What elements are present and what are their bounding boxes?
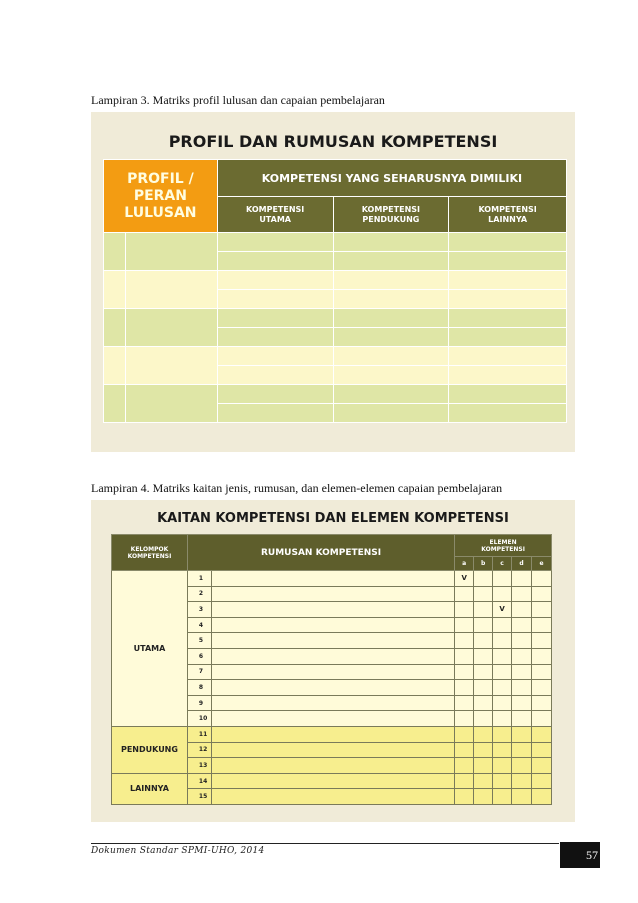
row-number: 10 — [187, 711, 211, 727]
table-cell — [333, 290, 449, 309]
elemen-mark-cell — [455, 664, 474, 680]
elemen-mark-cell — [512, 571, 532, 587]
elemen-mark-cell — [493, 695, 512, 711]
elemen-mark-cell — [512, 742, 532, 758]
table-cell — [217, 271, 333, 290]
table-cell — [449, 347, 567, 366]
elemen-mark-cell — [531, 680, 551, 696]
table-cell — [449, 385, 567, 404]
sub1-line-1: KOMPETENSI — [246, 204, 305, 214]
caption-lampiran-3: Lampiran 3. Matriks profil lulusan dan capaian pembelajaran — [91, 93, 385, 107]
elemen-mark-cell — [512, 633, 532, 649]
kelompok-header — [112, 535, 188, 571]
row-number: 7 — [187, 664, 211, 680]
elemen-line-1: ELEMEN — [489, 538, 517, 546]
rumusan-cell — [211, 789, 454, 805]
table-cell — [125, 233, 217, 271]
elemen-mark-cell — [474, 711, 493, 727]
elemen-mark-cell — [512, 602, 532, 618]
elemen-mark-cell — [455, 617, 474, 633]
caption-lampiran-4: Lampiran 4. Matriks kaitan jenis, rumusan, dan elemen-elemen capaian pembelajaran — [91, 481, 503, 495]
row-number: 4 — [187, 617, 211, 633]
table-cell — [217, 290, 333, 309]
elemen-mark-cell — [531, 695, 551, 711]
table-cell — [449, 271, 567, 290]
elemen-mark-cell — [512, 664, 532, 680]
rumusan-cell — [211, 711, 454, 727]
group-lainnya: LAINNYA — [112, 773, 188, 804]
table-cell — [104, 309, 126, 347]
elemen-mark-cell — [474, 571, 493, 587]
table-row — [112, 726, 552, 742]
elemen-mark-cell — [531, 789, 551, 805]
elemen-mark-cell — [512, 586, 532, 602]
elemen-mark-cell — [455, 789, 474, 805]
elemen-mark-cell — [531, 571, 551, 587]
elemen-mark-cell — [474, 633, 493, 649]
rumusan-cell — [211, 742, 454, 758]
elemen-col-b: b — [474, 557, 493, 571]
rumusan-cell — [211, 617, 454, 633]
elemen-mark-cell — [512, 648, 532, 664]
elemen-mark-cell — [474, 617, 493, 633]
rumusan-cell — [211, 758, 454, 774]
elemen-mark-cell — [474, 726, 493, 742]
table-cell — [333, 233, 449, 252]
elemen-mark-cell — [474, 680, 493, 696]
footer-text: Dokumen Standar SPMI-UHO, 2014 — [91, 846, 265, 856]
elemen-mark-cell — [474, 695, 493, 711]
row-number: 9 — [187, 695, 211, 711]
table-cell — [333, 328, 449, 347]
table-cell — [104, 385, 126, 423]
kompetensi-pendukung-header — [333, 197, 449, 233]
table-cell — [217, 233, 333, 252]
table1-title: PROFIL DAN RUMUSAN KOMPETENSI — [168, 132, 498, 151]
group-pendukung: PENDUKUNG — [112, 726, 188, 773]
table-cell — [217, 404, 333, 423]
elemen-mark-cell — [531, 586, 551, 602]
row-number: 12 — [187, 742, 211, 758]
kelompok-line-2: KOMPETENSI — [127, 552, 172, 560]
sub3-line-1: KOMPETENSI — [478, 204, 537, 214]
row-number: 8 — [187, 680, 211, 696]
table-cell — [125, 385, 217, 423]
elemen-col-c: c — [493, 557, 512, 571]
table2-title: KAITAN KOMPETENSI DAN ELEMEN KOMPETENSI — [157, 511, 509, 526]
profil-line-2: PERAN — [133, 187, 187, 204]
row-number: 14 — [187, 773, 211, 789]
rumusan-cell — [211, 726, 454, 742]
elemen-mark-cell — [474, 789, 493, 805]
table-cell — [449, 309, 567, 328]
kompetensi-header: KOMPETENSI YANG SEHARUSNYA DIMILIKI — [217, 160, 566, 197]
elemen-mark-cell — [531, 711, 551, 727]
elemen-mark-cell — [455, 586, 474, 602]
elemen-mark-cell — [474, 648, 493, 664]
rumusan-cell — [211, 664, 454, 680]
elemen-mark-cell — [531, 773, 551, 789]
row-number: 13 — [187, 758, 211, 774]
elemen-mark-cell — [455, 742, 474, 758]
kompetensi-utama-header — [217, 197, 333, 233]
table-cell — [104, 233, 126, 271]
elemen-mark-cell — [474, 586, 493, 602]
elemen-mark-cell — [455, 758, 474, 774]
elemen-mark-cell — [455, 726, 474, 742]
table-cell — [333, 366, 449, 385]
elemen-mark-cell — [493, 664, 512, 680]
table-cell — [217, 366, 333, 385]
profil-line-3: LULUSAN — [124, 204, 197, 221]
elemen-mark-cell — [455, 602, 474, 618]
table-cell — [449, 290, 567, 309]
elemen-mark-cell: V — [493, 602, 512, 618]
table-cell — [333, 347, 449, 366]
elemen-line-2: KOMPETENSI — [481, 545, 525, 553]
elemen-mark-cell — [512, 711, 532, 727]
elemen-mark-cell — [493, 758, 512, 774]
kaitan-kompetensi-figure — [91, 500, 575, 822]
row-number: 2 — [187, 586, 211, 602]
elemen-mark-cell — [512, 617, 532, 633]
elemen-mark-cell — [455, 648, 474, 664]
sub2-line-1: KOMPETENSI — [361, 204, 421, 214]
elemen-mark-cell — [493, 726, 512, 742]
table-cell — [104, 271, 126, 309]
row-number: 3 — [187, 602, 211, 618]
elemen-mark-cell — [512, 695, 532, 711]
elemen-mark-cell — [512, 758, 532, 774]
elemen-header — [455, 535, 552, 557]
elemen-mark-cell — [493, 617, 512, 633]
table-cell — [125, 309, 217, 347]
elemen-mark-cell — [531, 648, 551, 664]
elemen-mark-cell — [455, 695, 474, 711]
rumusan-cell — [211, 586, 454, 602]
elemen-mark-cell — [493, 633, 512, 649]
page-number-box — [560, 842, 600, 868]
table-row — [112, 773, 552, 789]
elemen-mark-cell — [512, 726, 532, 742]
rumusan-cell — [211, 695, 454, 711]
kompetensi-lainnya-header — [449, 197, 567, 233]
table-cell — [449, 252, 567, 271]
elemen-mark-cell — [512, 789, 532, 805]
elemen-mark-cell — [474, 664, 493, 680]
page-number: 57 — [586, 848, 598, 862]
table-cell — [449, 328, 567, 347]
elemen-mark-cell — [455, 633, 474, 649]
table-cell — [333, 309, 449, 328]
table-cell — [449, 233, 567, 252]
table-cell — [217, 347, 333, 366]
group-utama: UTAMA — [112, 571, 188, 727]
rumusan-cell — [211, 571, 454, 587]
table-cell — [125, 271, 217, 309]
rumusan-cell — [211, 633, 454, 649]
table-cell — [333, 404, 449, 423]
elemen-mark-cell — [531, 602, 551, 618]
elemen-mark-cell — [531, 758, 551, 774]
elemen-mark-cell — [493, 773, 512, 789]
elemen-mark-cell — [455, 711, 474, 727]
sub3-line-2: LAINNYA — [488, 214, 528, 224]
rumusan-cell — [211, 773, 454, 789]
rumusan-cell — [211, 680, 454, 696]
kaitan-table-body — [112, 571, 552, 805]
elemen-mark-cell — [512, 773, 532, 789]
elemen-mark-cell — [455, 773, 474, 789]
elemen-mark-cell — [531, 633, 551, 649]
row-number: 6 — [187, 648, 211, 664]
elemen-col-a: a — [455, 557, 474, 571]
profil-kompetensi-figure — [91, 112, 575, 452]
profil-kompetensi-table — [103, 159, 567, 423]
profil-line-1: PROFIL / — [127, 170, 194, 187]
table-cell — [333, 385, 449, 404]
table-cell — [217, 385, 333, 404]
elemen-mark-cell: V — [455, 571, 474, 587]
rumusan-header: RUMUSAN KOMPETENSI — [187, 535, 454, 571]
elemen-mark-cell — [474, 602, 493, 618]
row-number: 5 — [187, 633, 211, 649]
table-cell — [333, 271, 449, 290]
elemen-mark-cell — [531, 664, 551, 680]
elemen-mark-cell — [474, 773, 493, 789]
elemen-mark-cell — [493, 680, 512, 696]
row-number: 1 — [187, 571, 211, 587]
table-cell — [217, 309, 333, 328]
elemen-mark-cell — [531, 742, 551, 758]
elemen-mark-cell — [493, 789, 512, 805]
sub2-line-2: PENDUKUNG — [362, 214, 420, 224]
elemen-mark-cell — [455, 680, 474, 696]
elemen-col-d: d — [512, 557, 532, 571]
table-row — [112, 571, 552, 587]
footer-divider — [91, 843, 559, 844]
table-cell — [449, 366, 567, 385]
row-number: 11 — [187, 726, 211, 742]
elemen-mark-cell — [493, 711, 512, 727]
kelompok-line-1: KELOMPOK — [130, 545, 169, 553]
table-cell — [449, 404, 567, 423]
elemen-mark-cell — [531, 726, 551, 742]
elemen-mark-cell — [493, 648, 512, 664]
table-cell — [125, 347, 217, 385]
elemen-mark-cell — [493, 586, 512, 602]
row-number: 15 — [187, 789, 211, 805]
elemen-mark-cell — [474, 758, 493, 774]
profil-header — [104, 160, 218, 233]
elemen-mark-cell — [493, 571, 512, 587]
rumusan-cell — [211, 648, 454, 664]
elemen-mark-cell — [474, 742, 493, 758]
elemen-mark-cell — [493, 742, 512, 758]
elemen-mark-cell — [512, 680, 532, 696]
kaitan-kompetensi-table — [111, 534, 552, 805]
sub1-line-2: UTAMA — [259, 214, 291, 224]
table-cell — [333, 252, 449, 271]
elemen-mark-cell — [531, 617, 551, 633]
table-cell — [104, 347, 126, 385]
table-cell — [217, 328, 333, 347]
elemen-col-e: e — [531, 557, 551, 571]
table-cell — [217, 252, 333, 271]
rumusan-cell — [211, 602, 454, 618]
